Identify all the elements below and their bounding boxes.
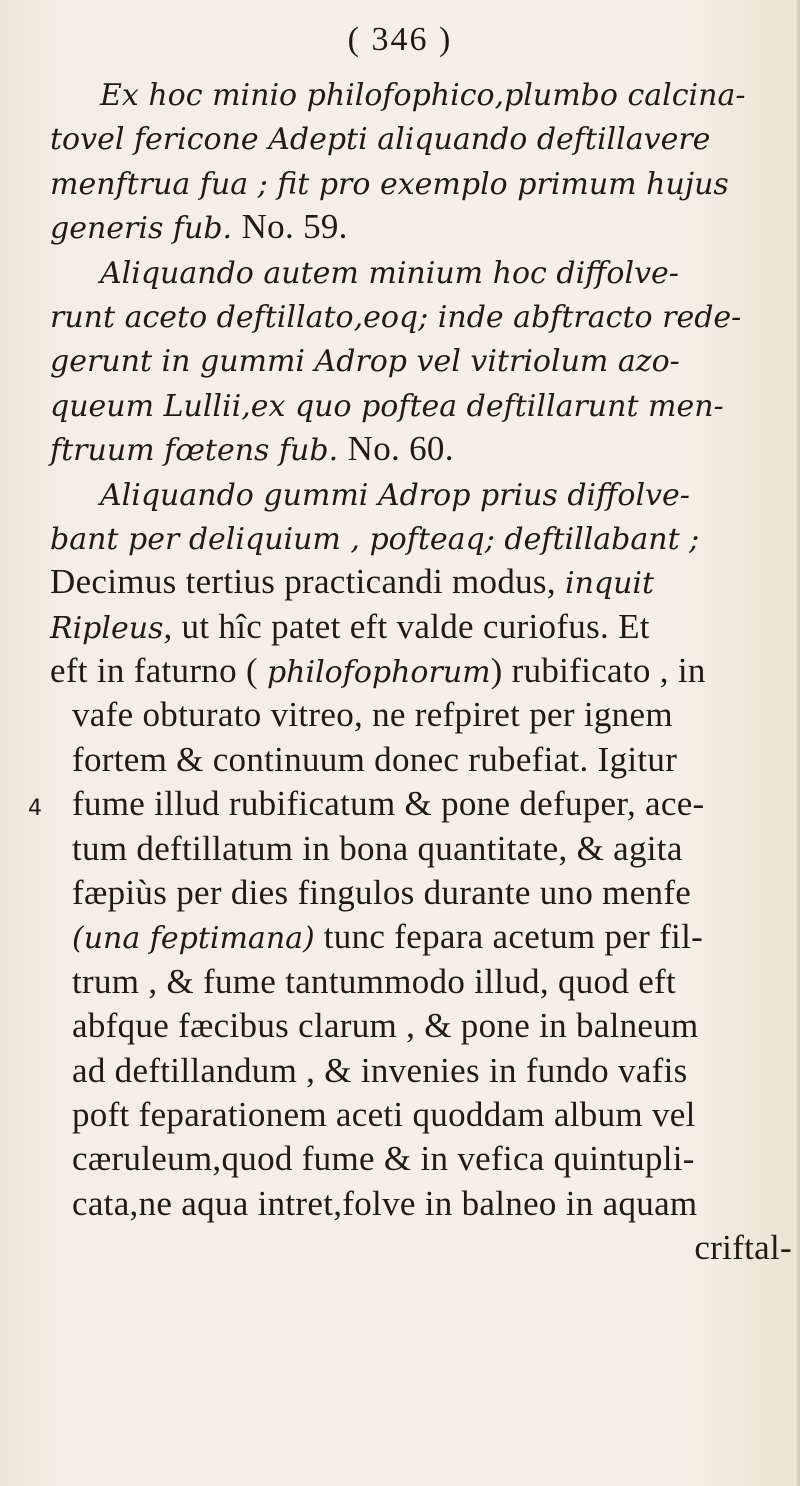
margin-mark: 4 [28, 796, 42, 821]
italic-text: Ripleus [50, 610, 164, 646]
italic-text: gerunt in gummi Adrop vel vitriolum azo- [50, 344, 680, 380]
italic-text: generis fub. [50, 211, 242, 247]
italic-text: bant per deliquium , pofteaq; deftillabant ; [50, 521, 700, 557]
text-line [50, 738, 792, 782]
text-line [50, 649, 792, 693]
roman-text: tum deftillatum in bona quantitate, & agita [72, 828, 683, 868]
italic-text: queum Lullii,ex quo poftea deftillarunt men- [50, 388, 724, 424]
roman-text: fortem & continuum donec rubefiat. Igitur [72, 739, 678, 779]
roman-text: vafe obturato vitreo, ne refpiret per ignem [72, 695, 673, 735]
roman-text: abfque fæcibus clarum , & pone in balneum [72, 1006, 699, 1046]
italic-text: runt aceto deftillato,eoq; inde abftracto rede- [50, 299, 742, 335]
roman-text: fæpiùs per dies fingulos durante uno menfe [72, 873, 692, 913]
italic-text: tovel fericone Adepti aliquando deftillavere [50, 122, 711, 158]
page-edge [794, 0, 800, 1486]
text-line [50, 1093, 792, 1137]
text-line [50, 560, 792, 604]
roman-text: Decimus tertius practicandi modus, [50, 562, 565, 602]
roman-text: eft in faturno ( [50, 651, 267, 691]
text-line [50, 1004, 792, 1048]
text-line [50, 1049, 792, 1093]
roman-text: trum , & fume tantummodo illud, quod eft [72, 961, 677, 1001]
page-number: ( 346 ) [347, 21, 453, 58]
text-line [50, 871, 792, 915]
text-line [50, 427, 792, 471]
roman-text: cæruleum,quod fume & in vefica quintupli- [72, 1139, 695, 1179]
text-line [50, 605, 792, 649]
italic-text: philofophorum [266, 655, 491, 691]
roman-text: ) rubificato , in [490, 651, 706, 691]
roman-text: tunc fepara acetum per fil- [314, 917, 704, 957]
text-line [50, 960, 792, 1004]
roman-text: , ut hîc patet eft valde curiofus. Et [163, 606, 650, 646]
italic-text: Aliquando gummi Adrop prius diffolve- [100, 477, 690, 513]
text-line [50, 294, 792, 338]
roman-text: No. 60. [347, 429, 454, 469]
text-line [50, 1137, 792, 1181]
text-line [50, 205, 792, 249]
text-line [50, 383, 792, 427]
roman-text: criftal- [694, 1228, 792, 1268]
text-line [50, 516, 792, 560]
roman-text: No. 59. [241, 207, 348, 247]
italic-text: menftrua fua ; fit pro exemplo primum hujus [50, 166, 729, 202]
roman-text: ad deftillandum , & invenies in fundo vafis [72, 1050, 688, 1090]
roman-text: cata,ne aqua intret,folve in balneo in aquam [72, 1183, 698, 1223]
text-line [50, 472, 792, 516]
text-line [50, 915, 792, 959]
text-line [50, 827, 792, 871]
italic-text: Ex hoc minio philofophico,plumbo calcina- [100, 78, 746, 113]
body-text [50, 72, 792, 1271]
roman-text: fume illud rubificatum & pone defuper, ace- [72, 784, 705, 824]
text-line [50, 161, 792, 205]
text-line [50, 1226, 792, 1270]
italic-text: ftruum fœtens fub. [50, 433, 348, 469]
text-line [50, 782, 792, 826]
text-line [50, 693, 792, 737]
text-line [50, 1182, 792, 1226]
italic-text: (una feptimana) [72, 921, 315, 957]
roman-text: poft feparationem aceti quoddam album vel [72, 1094, 696, 1134]
text-line [50, 72, 792, 116]
text-line [50, 116, 792, 160]
text-line [50, 250, 792, 294]
italic-text: inquit [564, 566, 655, 602]
italic-text: Aliquando autem minium hoc diffolve- [100, 255, 679, 291]
text-line [50, 338, 792, 382]
